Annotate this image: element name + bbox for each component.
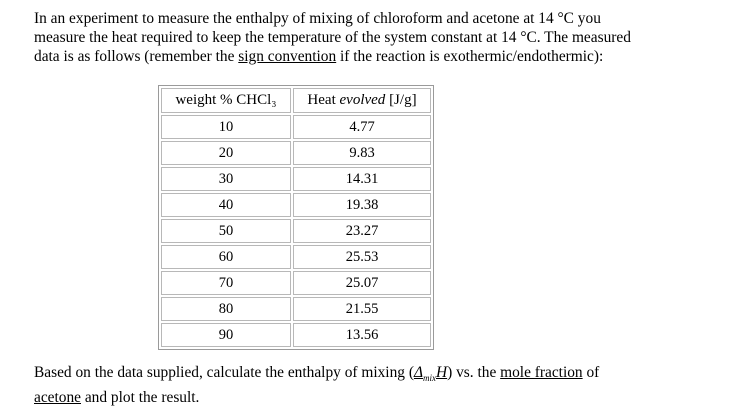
weight-cell: 70: [161, 271, 291, 295]
table-row: [161, 323, 431, 347]
h-symbol: H: [436, 364, 448, 381]
intro-line-3-prefix: data is as follows (remember the: [34, 48, 239, 65]
weight-cell: 30: [161, 167, 291, 191]
outro-suffix: and plot the result.: [81, 389, 200, 407]
table-header-row: [161, 88, 431, 113]
heat-header-evolved: evolved: [339, 92, 386, 108]
enthalpy-of-mixing-symbol[interactable]: [413, 364, 448, 384]
sign-convention-link[interactable]: sign convention: [238, 48, 337, 65]
outro-prefix: Based on the data supplied, calculate the enthalpy of mixing (: [34, 364, 414, 381]
table-row: [161, 193, 431, 217]
table-row: [161, 167, 431, 191]
heat-cell: 19.38: [293, 193, 431, 217]
weight-cell: 60: [161, 245, 291, 269]
heat-cell: 9.83: [293, 141, 431, 165]
weight-cell: 50: [161, 219, 291, 243]
table-row: [161, 271, 431, 295]
intro-line-3-suffix: if the reaction is exothermic/endothermic):: [336, 48, 604, 65]
outro-paragraph: [34, 363, 734, 407]
intro-line-2: measure the heat required to keep the temperature of the system constant at 14 °C. The measured: [34, 29, 631, 46]
delta-symbol: Δ: [413, 364, 423, 381]
heat-evolved-header: [293, 88, 431, 113]
weight-cell: 90: [161, 323, 291, 347]
table-row: [161, 141, 431, 165]
acetone-link[interactable]: acetone: [34, 389, 81, 407]
intro-line-1: In an experiment to measure the enthalpy of mixing of chloroform and acetone at 14 °C you: [34, 10, 601, 27]
heat-header-prefix: Heat: [307, 92, 340, 108]
table-row: [161, 115, 431, 139]
weight-cell: 80: [161, 297, 291, 321]
heat-data-table: [158, 85, 434, 350]
heat-cell: 13.56: [293, 323, 431, 347]
heat-cell: 21.55: [293, 297, 431, 321]
outro-mid-2: of: [582, 364, 600, 381]
heat-header-unit: [J/g]: [385, 92, 417, 108]
outro-mid: ) vs. the: [447, 364, 501, 381]
weight-cell: 20: [161, 141, 291, 165]
intro-paragraph: [34, 9, 734, 66]
heat-cell: 14.31: [293, 167, 431, 191]
heat-cell: 25.53: [293, 245, 431, 269]
weight-cell: 40: [161, 193, 291, 217]
weight-cell: 10: [161, 115, 291, 139]
table-row: [161, 219, 431, 243]
weight-percent-header: weight % CHCl₃: [161, 88, 291, 113]
heat-cell: 4.77: [293, 115, 431, 139]
mole-fraction-link[interactable]: mole fraction: [500, 364, 583, 381]
mix-subscript: mix: [423, 373, 436, 384]
heat-cell: 25.07: [293, 271, 431, 295]
table-row: [161, 297, 431, 321]
heat-cell: 23.27: [293, 219, 431, 243]
table-row: [161, 245, 431, 269]
